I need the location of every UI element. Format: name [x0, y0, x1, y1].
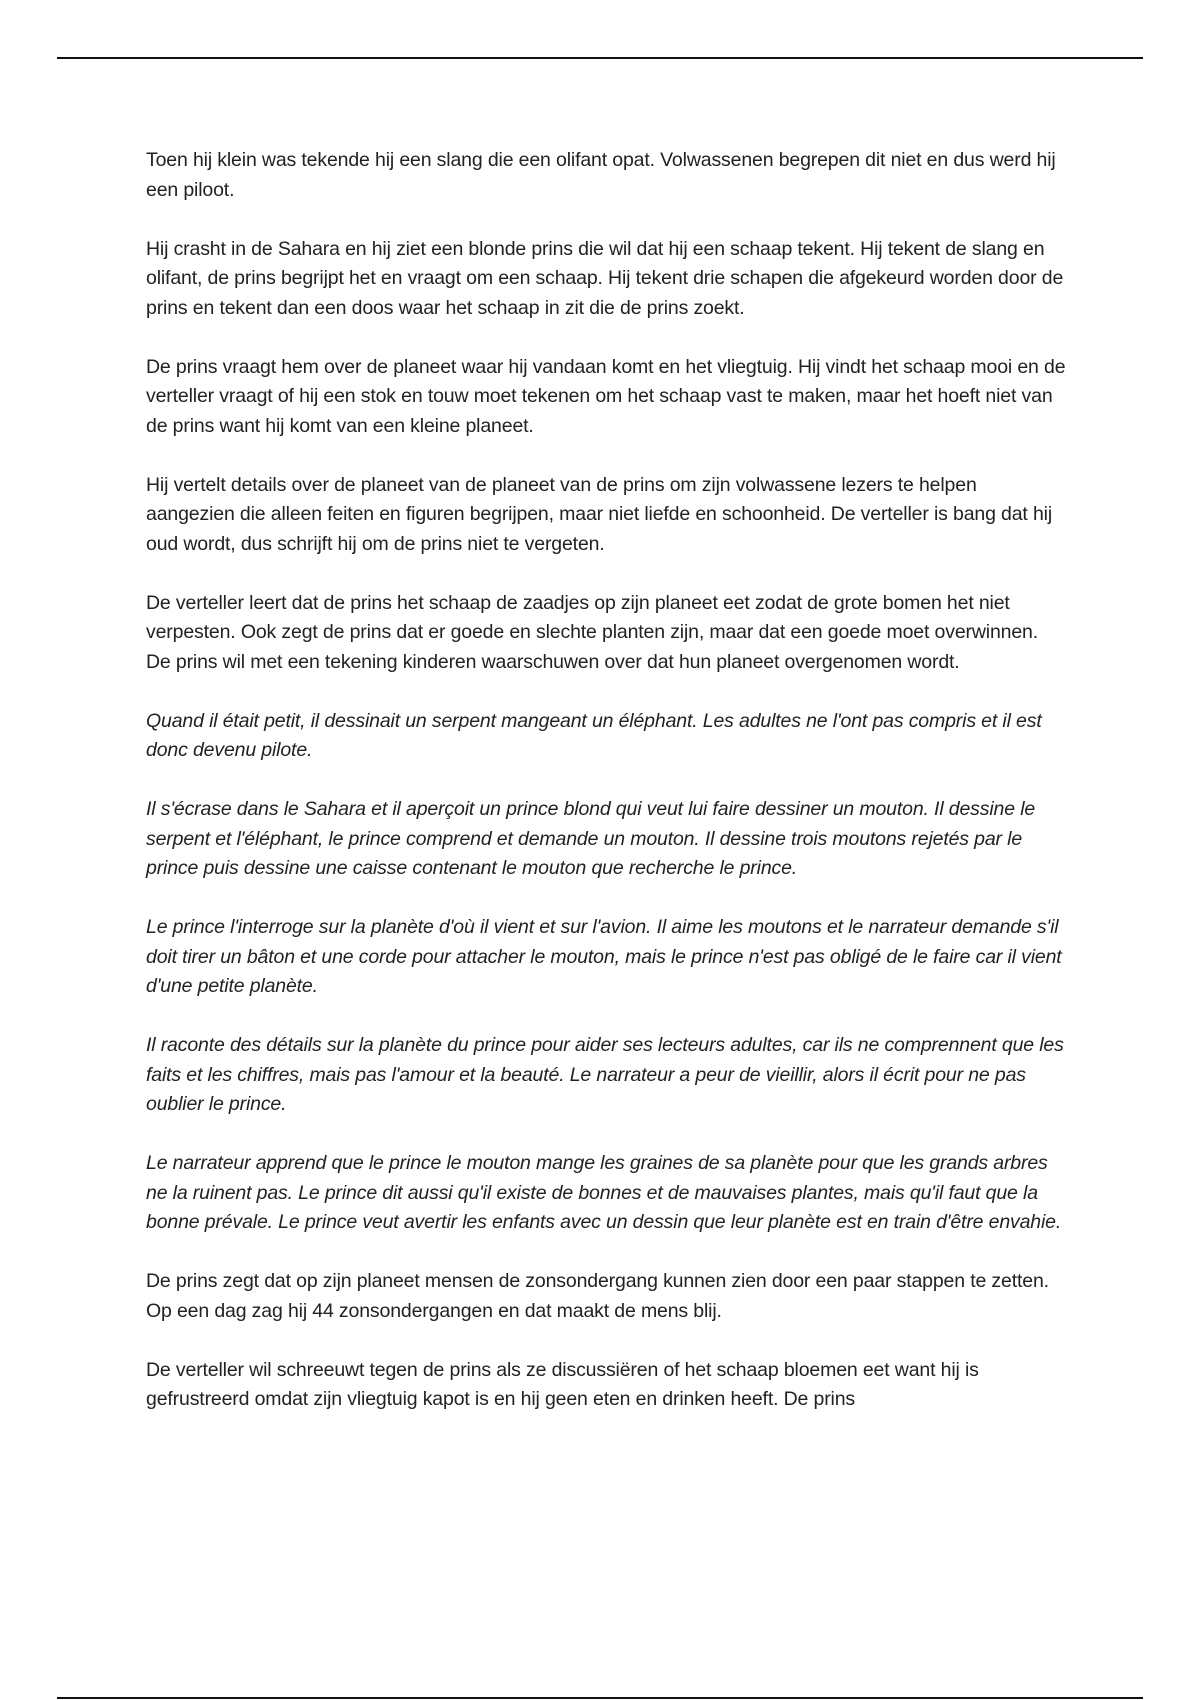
paragraph-nl-6: De prins zegt dat op zijn planeet mensen de zonsondergang kunnen zien door een paar stappen te zetten. Op een dag zag hij 44 zonsondergangen en dat maakt de mens blij.	[146, 1270, 1049, 1322]
paragraph-fr-5: Le narrateur apprend que le prince le mouton mange les graines de sa planète pour que les grands arbres ne la ruinent pas. Le prince dit aussi qu'il existe de bonnes et de mauvaises plantes, mais qu'il faut que la bonne prévale. Le prince veut avertir les enfants avec un dessin que leur planète est en train d'être envahie.	[146, 1152, 1062, 1233]
paragraph-fr-1: Quand il était petit, il dessinait un serpent mangeant un éléphant. Les adultes ne l'ont pas compris et il est donc devenu pilote.	[146, 709, 1042, 761]
paragraph-fr-2: Il s'écrase dans le Sahara et il aperçoit un prince blond qui veut lui faire dessiner un mouton. Il dessine le serpent et l'éléphant, le prince comprend et demande un mouton. Il dessine trois moutons rejetés par le prince puis dessine une caisse contenant le mouton que recherche le prince.	[146, 798, 1036, 879]
bottom-rule	[57, 1697, 1143, 1699]
paragraph-nl-2: Hij crasht in de Sahara en hij ziet een blonde prins die wil dat hij een schaap tekent. Hij tekent de slang en olifant, de prins begrijpt het en vraagt om een schaap. Hij tekent drie schapen die afgekeurd worden door de prins en tekent dan een doos waar het schaap in zit die de prins zoekt.	[146, 237, 1064, 319]
paragraph-fr-4: Il raconte des détails sur la planète du prince pour aider ses lecteurs adultes, car ils ne comprennent que les faits et les chiffres, mais pas l'amour et la beauté. Le narrateur a peur de vieillir, alors il écrit pour ne pas oublier le prince.	[146, 1034, 1064, 1115]
document-body	[146, 146, 1066, 1444]
paragraph-nl-1: Toen hij klein was tekende hij een slang die een olifant opat. Volwassenen begrepen dit niet en dus werd hij een piloot.	[146, 149, 1056, 201]
paragraph-nl-4: Hij vertelt details over de planeet van de planeet van de prins om zijn volwassene lezers te helpen aangezien die alleen feiten en figuren begrijpen, maar niet liefde en schoonheid. De verteller is bang dat hij oud wordt, dus schrijft hij om de prins niet te vergeten.	[146, 473, 1053, 555]
paragraph-nl-5: De verteller leert dat de prins het schaap de zaadjes op zijn planeet eet zodat de grote bomen het niet verpesten. Ook zegt de prins dat er goede en slechte planten zijn, maar dat een goede moet overwinnen. De prins wil met een tekening kinderen waarschuwen over dat hun planeet overgenomen wordt.	[146, 591, 1039, 673]
paragraph-nl-3: De prins vraagt hem over de planeet waar hij vandaan komt en het vliegtuig. Hij vindt het schaap mooi en de verteller vraagt of hij een stok en touw moet tekenen om het schaap vast te maken, maar het hoeft niet van de prins want hij komt van een kleine planeet.	[146, 355, 1066, 437]
paragraph-fr-3: Le prince l'interroge sur la planète d'où il vient et sur l'avion. Il aime les moutons et le narrateur demande s'il doit tirer un bâton et une corde pour attacher le mouton, mais le prince n'est pas obligé de le faire car il vient d'une petite planète.	[146, 916, 1062, 997]
paragraph-nl-7: De verteller wil schreeuwt tegen de prins als ze discussiëren of het schaap bloemen eet want hij is gefrustreerd omdat zijn vliegtuig kapot is en hij geen eten en drinken heeft. De prins	[146, 1358, 979, 1410]
top-rule	[57, 57, 1143, 59]
